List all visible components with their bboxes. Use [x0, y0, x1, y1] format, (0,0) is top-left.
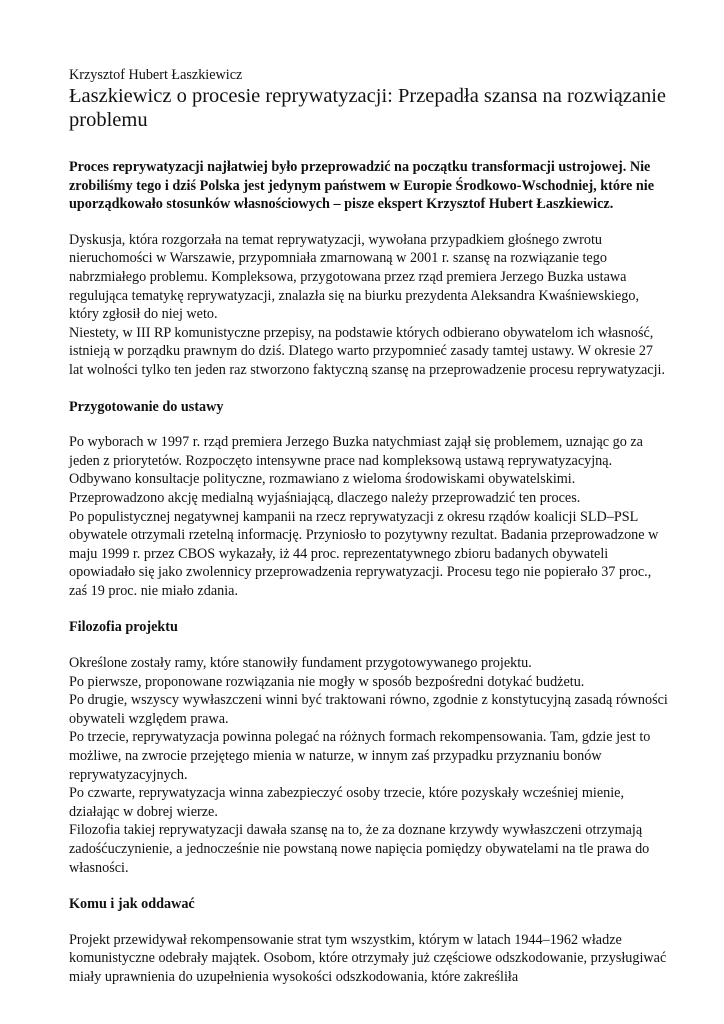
section-paragraph: Filozofia takiej reprywatyzacji dawała szansę na to, że za doznane krzywdy wywłaszczeni otrzymają zadośćuczynienie, a jednocześnie nie powstaną nowe napięcia pomiędzy obywatelami na tle prawa do własności. [69, 822, 650, 876]
article-author: Krzysztof Hubert Łaszkiewicz [69, 67, 243, 83]
section-paragraph: Po trzecie, reprywatyzacja powinna polegać na różnych formach rekompensowania. Tam, gdzie jest to możliwe, na zwrocie przejętego mienia w naturze, w innym zaś przypadku przyznaniu bonów reprywatyzacyjnych. [69, 729, 651, 783]
intro-paragraph: Niestety, w III RP komunistyczne przepisy, na podstawie których odbierano obywatelom ich własność, istnieją w porządku prawnym do dziś. Dlatego warto przypomnieć zasady tamtej ustawy. W okresie 27 lat wolności tylko ten jeden raz stworzono faktyczną szansę na przeprowadzenie procesu reprywatyzacji. [69, 324, 666, 378]
section-paragraph: Po czwarte, reprywatyzacja winna zabezpieczyć osoby trzecie, które pozyskały wcześniej mienie, działając w dobrej wierze. [69, 785, 625, 820]
section-heading: Przygotowanie do ustawy [69, 398, 224, 415]
section-heading: Filozofia projektu [69, 619, 178, 636]
section-paragraph: Po pierwsze, proponowane rozwiązania nie mogły w sposób bezpośredni dotykać budżetu. [69, 673, 585, 690]
section-who-and-how [69, 895, 669, 986]
intro-paragraph: Dyskusja, która rozgorzała na temat reprywatyzacji, wywołana przypadkiem głośnego zwrotu nieruchomości w Warszawie, przypomniała zmarnowaną w 2001 r. szansę na rozwiązanie tego nabrzmiałego problemu. Kompleksowa, przygotowana przez rząd premiera Jerzego Buzka ustawa regulująca tematykę reprywatyzacji, znalazła się na biurku prezydenta Aleksandra Kwaśniewskiego, który zgłosił do niej weto. [69, 231, 640, 323]
section-philosophy [69, 618, 669, 877]
intro-section [69, 231, 669, 380]
section-paragraph: Po wyborach w 1997 r. rząd premiera Jerzego Buzka natychmiast zajął się problemem, uznając go za jeden z priorytetów. Rozpoczęto intensywne prace nad kompleksową ustawą reprywatyzacyjną. Odbywano konsultacje polityczne, rozmawiano z wieloma środowiskami obywatelskimi. Przeprowadzono akcję medialną wyjaśniającą, dlaczego należy przeprowadzić ten proces. [69, 434, 643, 506]
section-heading: Komu i jak oddawać [69, 896, 195, 913]
section-preparation [69, 398, 669, 601]
article-title: Łaszkiewicz o procesie reprywatyzacji: Przepadła szansa na rozwiązanie problemu [69, 85, 667, 131]
section-paragraph: Określone zostały ramy, które stanowiły fundament przygotowywanego projektu. [69, 655, 532, 672]
section-paragraph: Po drugie, wszyscy wywłaszczeni winni być traktowani równo, zgodnie z konstytucyjną zasadą równości obywateli względem prawa. [69, 692, 668, 727]
section-paragraph: Po populistycznej negatywnej kampanii na rzecz reprywatyzacji z okresu rządów koalicji SLD–PSL obywatele otrzymali rzetelną informację. Przyniosło to pozytywny rezultat. Badania przeprowadzone w maju 1999 r. przez CBOS wykazały, iż 44 proc. reprezentatywnego zbioru badanych obywateli opowiadało się jako zwolennicy przeprowadzenia reprywatyzacji. Procesu tego nie popierało 37 proc., zaś 19 proc. nie miało zdania. [69, 508, 659, 599]
section-paragraph: Projekt przewidywał rekompensowanie strat tym wszystkim, którym w latach 1944–1962 władze komunistyczne odebrały majątek. Osobom, które otrzymały już częściowe odszkodowanie, przysługiwać miały uprawnienia do uzupełnienia wysokości odszkodowania, które zakreśliła [69, 931, 667, 985]
document-page [69, 66, 669, 1005]
article-lead: Proces reprywatyzacji najłatwiej było przeprowadzić na początku transformacji ustrojowej. Nie zrobiliśmy tego i dziś Polska jest jedynym państwem w Europie Środkowo-Wschodniej, które nie uporządkowało stosunków własnościowych – pisze ekspert Krzysztof Hubert Łaszkiewicz. [69, 159, 654, 213]
